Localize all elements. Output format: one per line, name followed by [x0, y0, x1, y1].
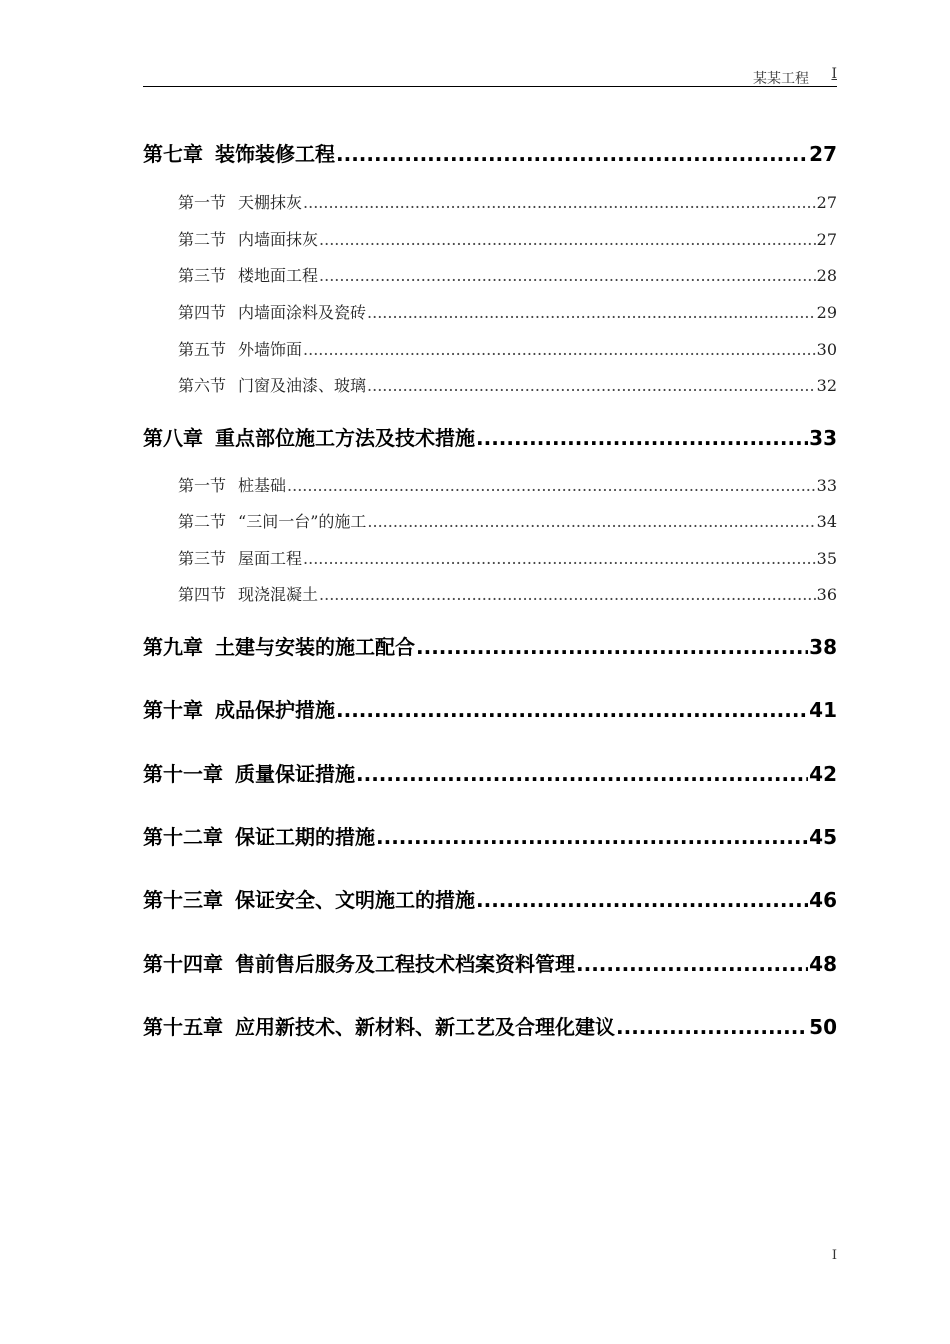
- toc-entry-title: 楼地面工程: [238, 266, 319, 285]
- toc-dot-leader: [367, 376, 816, 395]
- toc-entry-number: 第九章: [143, 635, 203, 659]
- toc-entry-title: 桩基础: [238, 476, 287, 495]
- page-header: [143, 62, 837, 87]
- toc-entry-title: “三间一台”的施工: [238, 512, 367, 531]
- header-page-number: I: [831, 66, 837, 82]
- toc-dot-leader: [319, 585, 816, 604]
- toc-dot-leader: [336, 142, 808, 166]
- toc-entry-page: 33: [809, 426, 837, 450]
- toc-section-entry[interactable]: [178, 373, 837, 396]
- toc-section-entry[interactable]: [178, 546, 837, 569]
- toc-chapter-entry[interactable]: [143, 884, 837, 913]
- toc-section-entry[interactable]: [178, 582, 837, 605]
- toc-entry-number: 第一节: [178, 193, 227, 212]
- toc-entry-title: 保证工期的措施: [235, 825, 375, 849]
- toc-entry-page: 38: [809, 635, 837, 659]
- toc-entry-title: 天棚抹灰: [238, 193, 303, 212]
- toc-entry-page: 50: [809, 1015, 837, 1039]
- toc-dot-leader: [303, 193, 816, 212]
- toc-entry-page: 28: [816, 266, 837, 285]
- toc-section-entry[interactable]: [178, 473, 837, 496]
- toc-entry-number: 第三节: [178, 266, 227, 285]
- toc-section-entry[interactable]: [178, 227, 837, 250]
- toc-entry-number: 第一节: [178, 476, 227, 495]
- toc-entry-title: 土建与安装的施工配合: [215, 635, 415, 659]
- toc-entry-number: 第十三章: [143, 888, 223, 912]
- toc-entry-page: 45: [809, 825, 837, 849]
- toc-entry-number: 第十二章: [143, 825, 223, 849]
- toc-dot-leader: [319, 230, 816, 249]
- toc-section-entry[interactable]: [178, 300, 837, 323]
- toc-entry-page: 33: [816, 476, 837, 495]
- toc-entry-title: 质量保证措施: [235, 762, 355, 786]
- toc-entry-title: 售前售后服务及工程技术档案资料管理: [235, 952, 575, 976]
- toc-entry-title: 外墙饰面: [238, 340, 303, 359]
- toc-dot-leader: [287, 476, 816, 495]
- toc-entry-number: 第四节: [178, 303, 227, 322]
- toc-entry-title: 内墙面涂料及瓷砖: [238, 303, 367, 322]
- toc-entry-number: 第十一章: [143, 762, 223, 786]
- toc-dot-leader: [303, 340, 816, 359]
- toc-entry-title: 成品保护措施: [215, 698, 335, 722]
- toc-entry-page: 48: [809, 952, 837, 976]
- toc-entry-page: 46: [809, 888, 837, 912]
- toc-section-entry[interactable]: [178, 263, 837, 286]
- toc-dot-leader: [356, 762, 808, 786]
- toc-entry-page: 36: [816, 585, 837, 604]
- toc-section-entry[interactable]: [178, 509, 837, 532]
- toc-entry-page: 35: [816, 549, 837, 568]
- toc-entry-number: 第十五章: [143, 1015, 223, 1039]
- toc-entry-title: 门窗及油漆、玻璃: [238, 376, 367, 395]
- toc-dot-leader: [367, 512, 815, 531]
- toc-entry-page: 27: [809, 142, 837, 166]
- toc-entry-number: 第二节: [178, 230, 227, 249]
- toc-entry-number: 第六节: [178, 376, 227, 395]
- toc-entry-number: 第四节: [178, 585, 227, 604]
- toc-dot-leader: [576, 952, 808, 976]
- toc-dot-leader: [376, 825, 808, 849]
- toc-section-entry[interactable]: [178, 337, 837, 360]
- toc-entry-title: 现浇混凝土: [238, 585, 319, 604]
- header-title: 某某工程: [753, 71, 809, 87]
- toc-dot-leader: [336, 698, 808, 722]
- toc-entry-page: 41: [809, 698, 837, 722]
- toc-entry-number: 第二节: [178, 512, 227, 531]
- toc-entry-title: 保证安全、文明施工的措施: [235, 888, 475, 912]
- toc-dot-leader: [416, 635, 808, 659]
- toc-dot-leader: [367, 303, 816, 322]
- toc-dot-leader: [476, 888, 808, 912]
- toc-entry-page: 32: [816, 376, 837, 395]
- toc-chapter-entry[interactable]: [143, 821, 837, 850]
- toc-entry-number: 第十章: [143, 698, 203, 722]
- toc-chapter-entry[interactable]: [143, 758, 837, 787]
- toc-dot-leader: [319, 266, 816, 285]
- toc-entry-page: 27: [816, 193, 837, 212]
- toc-entry-number: 第七章: [143, 142, 203, 166]
- toc-entry-page: 29: [816, 303, 837, 322]
- toc-entry-page: 27: [816, 230, 837, 249]
- toc-entry-title: 内墙面抹灰: [238, 230, 319, 249]
- toc-dot-leader: [616, 1015, 808, 1039]
- toc-chapter-entry[interactable]: [143, 422, 837, 451]
- toc-chapter-entry[interactable]: [143, 694, 837, 723]
- toc-entry-number: 第三节: [178, 549, 227, 568]
- toc-entry-title: 重点部位施工方法及技术措施: [215, 426, 475, 450]
- toc-entry-page: 42: [809, 762, 837, 786]
- toc-chapter-entry[interactable]: [143, 631, 837, 660]
- footer-page-number: I: [831, 1248, 837, 1263]
- toc-entry-title: 装饰装修工程: [215, 142, 335, 166]
- toc-entry-number: 第五节: [178, 340, 227, 359]
- toc-entry-page: 30: [816, 340, 837, 359]
- toc-chapter-entry[interactable]: [143, 948, 837, 977]
- toc-entry-title: 应用新技术、新材料、新工艺及合理化建议: [235, 1015, 615, 1039]
- toc-entry-number: 第八章: [143, 426, 203, 450]
- toc-chapter-entry[interactable]: [143, 138, 837, 167]
- toc-entry-page: 34: [816, 512, 837, 531]
- toc-dot-leader: [476, 426, 808, 450]
- toc-chapter-entry[interactable]: [143, 1011, 837, 1040]
- toc-dot-leader: [303, 549, 816, 568]
- toc-section-entry[interactable]: [178, 190, 837, 213]
- toc-entry-title: 屋面工程: [238, 549, 303, 568]
- toc-entry-number: 第十四章: [143, 952, 223, 976]
